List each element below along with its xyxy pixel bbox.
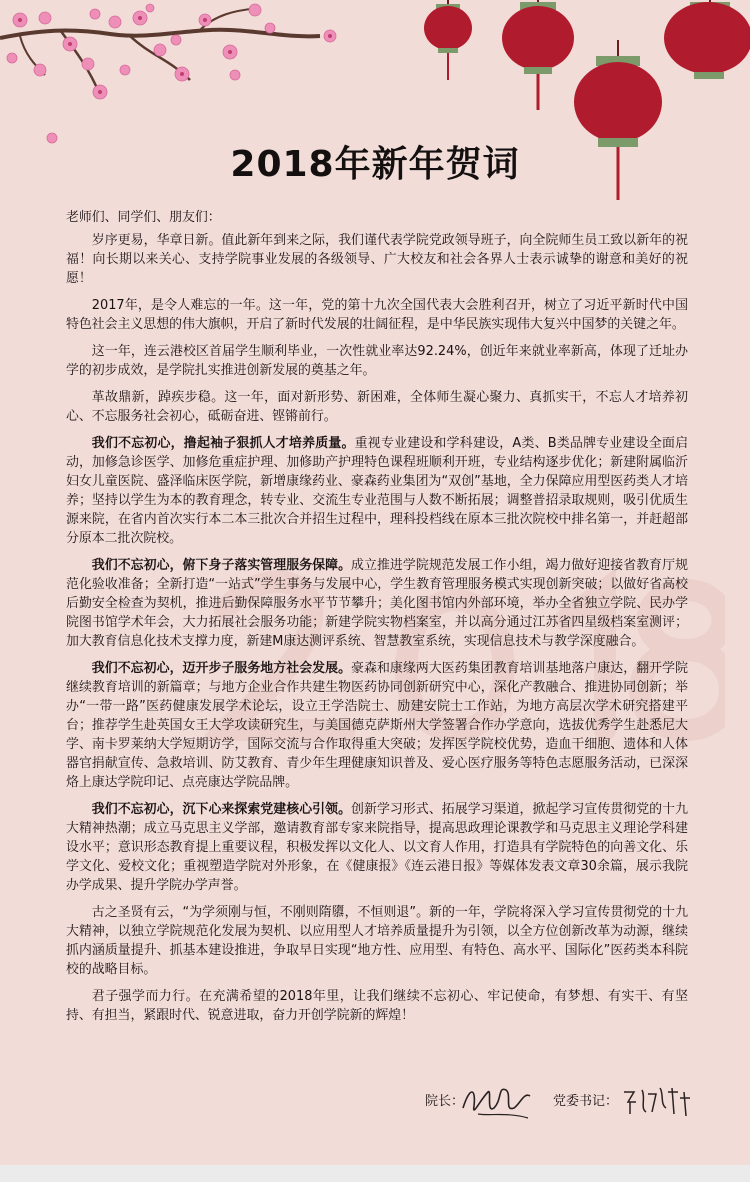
footer-band (0, 1165, 750, 1182)
letter-greeting: 老师们、同学们、朋友们： (66, 210, 221, 225)
paragraph-text: 2017年，是令人难忘的一年。这一年，党的第十九次全国代表大会胜利召开，树立了习近平新时代中国特色社会主义思想的伟大旗帜，开启了新时代发展的壮阔征程，是中华民族实现伟大复兴中国梦的关键之年。 (66, 298, 688, 332)
president-label: 院长： (425, 1094, 465, 1109)
paragraph (66, 296, 688, 334)
paragraph (66, 800, 688, 895)
paragraph (66, 987, 688, 1025)
paragraph-lead: 我们不忘初心，撸起袖子狠抓人才培养质量。 (91, 436, 355, 451)
paragraph (66, 434, 688, 548)
lantern-icon (664, 0, 750, 79)
paragraph (66, 659, 688, 792)
paragraph-text: 重视专业建设和学科建设，A类、B类品牌专业建设全面启动，加修急诊医学、加修危重症护理、加修助产护理特色课程班顺利开班，专业结构逐步优化；新建附属临沂妇女儿童医院、盛泽临床医学院，新增康缘药业、豪森药业集团为“双创”基地，全力保障应用型医药类人才培养；坚持以学生为本的教育理念，转专业、交流生专业范围与人数不断拓展；调整普招录取规则，吸引优质生源来院，在省内首次实行本二本三批次合并招生过程中，理科投档线在原本三批次院校中排名第一，并赶超部分原本二批次院校。 (66, 436, 688, 546)
paragraph-text: 革故鼎新，踔疾步稳。这一年，面对新形势、新困难，全体师生凝心聚力、真抓实干，不忘人才培养初心、不忘服务社会初心，砥砺奋进、铿锵前行。 (66, 390, 688, 424)
signature-block (0, 1078, 750, 1128)
plum-blossom-branch (0, 4, 336, 143)
paragraph-lead: 我们不忘初心，沉下心来探索党建核心引领。 (91, 802, 352, 817)
paragraph-list (66, 231, 688, 1025)
paragraph-lead: 我们不忘初心，迈开步子服务地方社会发展。 (91, 661, 352, 676)
paragraph-text: 岁序更易，华章日新。值此新年到来之际，我们谨代表学院党政领导班子，向全院师生员工致以新年的祝福！向长期以来关心、支持学院事业发展的各级领导、广大校友和社会各界人士表示诚挚的谢意和美好的祝愿！ (66, 233, 688, 286)
paragraph-text: 豪森和康缘两大医药集团教育培训基地落户康达，翻开学院继续教育培训的新篇章；与地方企业合作共建生物医药协同创新研究中心，深化产教融合、推进协同创新；举办“一带一路”医药健康发展学术论坛，设立王学浩院士、励建安院士工作站，为地方高层次学术研究搭建平台；推荐学生赴英国女王大学攻读研究生，与美国德克萨斯州大学签署合作办学意向，选拔优秀学生赴悉尼大学、南卡罗莱纳大学短期访学，国际交流与合作取得重大突破；发挥医学院校优势，造血干细胞、遗体和人体器官捐献宣传、急救培训、防艾教育、青少年生理健康知识普及、爱心医疗服务等特色志愿服务活动，已深深烙上康达学院印记、点亮康达学院品牌。 (66, 661, 688, 790)
paragraph-text: 这一年，连云港校区首届学生顺利毕业，一次性就业率达92.24%，创近年来就业率新高，体现了迁址办学的初步成效，是学院扎实推进创新发展的奠基之年。 (66, 344, 688, 378)
paragraph (66, 556, 688, 651)
paragraph-text: 创新学习形式、拓展学习渠道，掀起学习宣传贯彻党的十九大精神热潮；成立马克思主义学部，邀请教育部专家来院指导，提高思政理论课教学和马克思主义理论学科建设水平；意识形态教育提上重要议程，积极发挥以文化人、以文育人作用，打造具有学院特色的向善文化、乐学文化、爱校文化；重视塑造学院对外形象，在《健康报》《连云港日报》等媒体发表文章30余篇，展示我院办学成果、提升学院办学声誉。 (66, 802, 688, 893)
secretary-label: 党委书记： (553, 1094, 619, 1109)
paragraph (66, 231, 688, 288)
paragraph-text: 古之圣贤有云，“为学须刚与恒，不刚则隋隳，不恒则退”。新的一年，学院将深入学习宣传贯彻党的十九大精神，以独立学院规范化发展为契机、以应用型人才培养质量提升为引领，以全方位创新改革为动源，继续抓内涵质量提升、抓基本建设推进，争取早日实现“地方性、应用型、有特色、高水平、国际化”医药类本科院校的战略目标。 (66, 905, 688, 977)
lantern-icon (424, 0, 472, 80)
president-signature (458, 1078, 538, 1123)
lantern-icon (502, 0, 574, 110)
paragraph (66, 903, 688, 979)
secretary-signature (620, 1078, 695, 1123)
paragraph (66, 388, 688, 426)
paragraph-text: 君子强学而力行。在充满希望的2018年里，让我们继续不忘初心、牢记使命，有梦想、有实干、有坚持、有担当，紧跟时代、锐意进取，奋力开创学院新的辉煌！ (66, 989, 688, 1023)
paragraph (66, 342, 688, 380)
paragraph-text: 成立推进学院规范发展工作小组，竭力做好迎接省教育厅规范化验收准备；全新打造“一站式”学生事务与发展中心，学生教育管理服务模式实现创新突破；以做好省高校后勤安全检查为契机，推进后勤保障服务水平节节攀升；美化图书馆内外部环境，举办全省独立学院、民办学院图书馆学术年会，大力拓展社会服务功能；新建学院实物档案室，并以高分通过江苏省四星级档案室测评；加大教育信息化技术支撑力度，新建M康达测评系统、智慧教室系统，实现信息技术与教学深度融合。 (66, 558, 688, 649)
paragraph-lead: 我们不忘初心，俯下身子落实管理服务保障。 (91, 558, 352, 573)
page-title: 2018年新年贺词 (230, 144, 520, 185)
letter-body (66, 208, 688, 1033)
